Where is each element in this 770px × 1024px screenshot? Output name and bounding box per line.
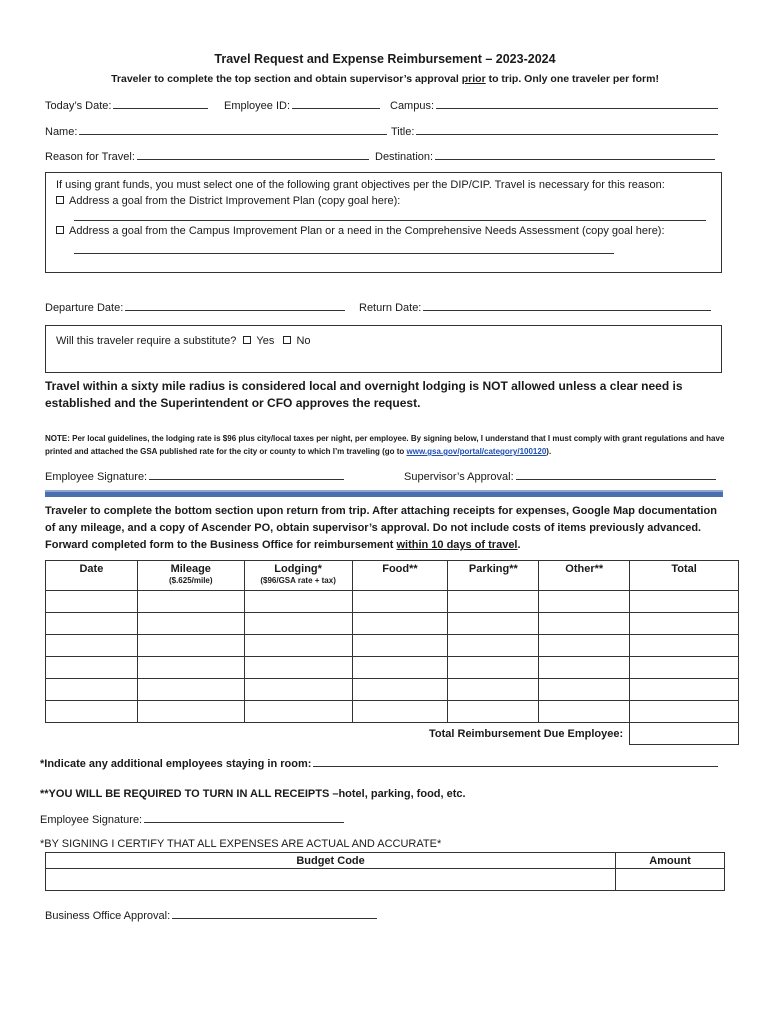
- campus-label: Campus:: [390, 100, 435, 112]
- expense-cell[interactable]: [244, 591, 352, 613]
- budget-header-row: [46, 853, 725, 869]
- certify-statement: *BY SIGNING I CERTIFY THAT ALL EXPENSES ARE ACTUAL AND ACCURATE*: [40, 838, 442, 850]
- business-office-approval-label: Business Office Approval:: [45, 910, 171, 922]
- substitute-question: Will this traveler require a substitute?: [56, 335, 237, 347]
- expense-cell[interactable]: [448, 591, 539, 613]
- expense-cell[interactable]: [539, 635, 630, 657]
- amount-header: Amount: [616, 853, 725, 869]
- expense-cell[interactable]: [46, 657, 138, 679]
- header-food: Food**: [352, 561, 448, 591]
- expense-cell[interactable]: [630, 679, 739, 701]
- expense-cell[interactable]: [630, 701, 739, 723]
- campus-goal-line[interactable]: [74, 253, 614, 254]
- expense-cell[interactable]: [244, 635, 352, 657]
- title-field[interactable]: [391, 125, 718, 138]
- expense-cell[interactable]: [539, 701, 630, 723]
- district-goal-line[interactable]: [74, 220, 706, 221]
- return-date-label: Return Date:: [359, 302, 422, 314]
- expense-cell[interactable]: [630, 635, 739, 657]
- expense-cell[interactable]: [630, 591, 739, 613]
- expense-cell[interactable]: [352, 679, 448, 701]
- expense-cell[interactable]: [352, 635, 448, 657]
- reason-label: Reason for Travel:: [45, 151, 135, 163]
- form-subtitle: Traveler to complete the top section and obtain supervisor’s approval prior to trip. Only one traveler per form!: [111, 73, 659, 85]
- lodging-note: NOTE: Per local guidelines, the lodging rate is $96 plus city/local taxes per night, per employee. By signing below, I understand that I must comply with grant regulations and have printed and attached the GSA published rate for the city or county to which I’m traveling (go to www.gsa.gov/portal/category/100120).: [45, 434, 725, 456]
- campus-field[interactable]: [390, 99, 718, 112]
- substitute-question-row: [56, 335, 311, 347]
- expense-cell[interactable]: [137, 591, 244, 613]
- form-title: Travel Request and Expense Reimbursement – 2023-2024: [214, 52, 556, 66]
- header-mileage: Mileage ($.625/mile): [137, 561, 244, 591]
- budget-code-header: Budget Code: [46, 853, 616, 869]
- expense-cell[interactable]: [46, 591, 138, 613]
- destination-field[interactable]: [375, 150, 715, 163]
- departure-date-field[interactable]: [45, 301, 345, 314]
- expense-cell[interactable]: [448, 679, 539, 701]
- expense-cell[interactable]: [244, 679, 352, 701]
- header-other: Other**: [539, 561, 630, 591]
- title-label: Title:: [391, 126, 415, 138]
- total-reimbursement-cell[interactable]: [630, 723, 739, 745]
- expense-cell[interactable]: [448, 701, 539, 723]
- employee-id-field[interactable]: [224, 99, 380, 112]
- expense-table: [45, 560, 739, 745]
- grant-intro: If using grant funds, you must select one of the following grant objectives per the DIP/CIP. Travel is necessary for this reason:: [56, 179, 665, 191]
- table-row: [46, 657, 739, 679]
- grant-objectives-box: [45, 172, 722, 273]
- substitute-no-checkbox[interactable]: [283, 336, 291, 344]
- departure-date-label: Departure Date:: [45, 302, 124, 314]
- expense-cell[interactable]: [46, 613, 138, 635]
- employee-id-label: Employee ID:: [224, 100, 291, 112]
- reason-field[interactable]: [45, 150, 369, 163]
- table-row: [46, 869, 725, 891]
- expense-header-row: [46, 561, 739, 591]
- destination-label: Destination:: [375, 151, 434, 163]
- amount-cell[interactable]: [616, 869, 725, 891]
- expense-cell[interactable]: [244, 657, 352, 679]
- name-field[interactable]: [45, 125, 387, 138]
- header-date: Date: [46, 561, 138, 591]
- additional-employees-field[interactable]: [40, 757, 718, 770]
- expense-cell[interactable]: [244, 613, 352, 635]
- expense-cell[interactable]: [137, 701, 244, 723]
- expense-cell[interactable]: [352, 591, 448, 613]
- expense-cell[interactable]: [244, 701, 352, 723]
- todays-date-label: Today’s Date:: [45, 100, 112, 112]
- return-date-field[interactable]: [359, 301, 711, 314]
- grant-option-campus[interactable]: Address a goal from the Campus Improvement Plan or a need in the Comprehensive Needs Assessment (copy goal here):: [56, 225, 665, 237]
- header-parking: Parking**: [448, 561, 539, 591]
- return-instructions: Traveler to complete the bottom section upon return from trip. After attaching receipts for expenses, Google Map documentation of any mileage, and a copy of Ascender PO, obtain supervisor’s approval. Do not include costs of items previously advanced. Forward completed form to the Business Office for reimbursement within 10 days of travel.: [45, 505, 717, 551]
- expense-cell[interactable]: [630, 657, 739, 679]
- table-row: [46, 701, 739, 723]
- table-row: [46, 679, 739, 701]
- expense-cell[interactable]: [137, 613, 244, 635]
- header-total: Total: [630, 561, 739, 591]
- expense-cell[interactable]: [46, 635, 138, 657]
- business-office-approval-field[interactable]: [45, 909, 377, 922]
- expense-cell[interactable]: [137, 635, 244, 657]
- expense-cell[interactable]: [352, 657, 448, 679]
- employee-signature-label: Employee Signature:: [45, 471, 148, 483]
- substitute-box: [45, 325, 722, 373]
- expense-cell[interactable]: [539, 613, 630, 635]
- expense-cell[interactable]: [448, 635, 539, 657]
- total-row: [46, 723, 739, 745]
- expense-cell[interactable]: [448, 613, 539, 635]
- table-row: [46, 635, 739, 657]
- additional-employees-label: *Indicate any additional employees staying in room:: [40, 758, 312, 770]
- gsa-link[interactable]: www.gsa.gov/portal/category/100120: [406, 447, 547, 456]
- expense-cell[interactable]: [352, 613, 448, 635]
- receipts-notice: **YOU WILL BE REQUIRED TO TURN IN ALL RECEIPTS –hotel, parking, food, etc.: [40, 788, 466, 800]
- expense-cell[interactable]: [448, 657, 539, 679]
- name-label: Name:: [45, 126, 78, 138]
- supervisor-approval-field[interactable]: [404, 470, 716, 483]
- expense-cell[interactable]: [539, 657, 630, 679]
- expense-cell[interactable]: [137, 679, 244, 701]
- expense-cell[interactable]: [46, 679, 138, 701]
- district-plan-checkbox[interactable]: [56, 196, 64, 204]
- expense-cell[interactable]: [630, 613, 739, 635]
- section-separator: [45, 490, 723, 497]
- grant-option-district[interactable]: Address a goal from the District Improvement Plan (copy goal here):: [56, 195, 400, 207]
- employee-signature-bottom-label: Employee Signature:: [40, 814, 143, 826]
- substitute-no-label: No: [296, 335, 311, 347]
- employee-signature-top[interactable]: [45, 470, 344, 483]
- budget-code-cell[interactable]: [46, 869, 616, 891]
- employee-signature-bottom[interactable]: [40, 813, 344, 826]
- campus-plan-checkbox[interactable]: [56, 226, 64, 234]
- todays-date-field[interactable]: [45, 99, 208, 112]
- expense-cell[interactable]: [46, 701, 138, 723]
- expense-cell[interactable]: [137, 657, 244, 679]
- expense-cell[interactable]: [352, 701, 448, 723]
- expense-cell[interactable]: [539, 591, 630, 613]
- substitute-yes-label: Yes: [256, 335, 275, 347]
- local-travel-notice: Travel within a sixty mile radius is considered local and overnight lodging is NOT allowed unless a clear need is established and the Superintendent or CFO approves the request.: [45, 379, 683, 410]
- table-row: [46, 613, 739, 635]
- supervisor-approval-label: Supervisor’s Approval:: [404, 471, 514, 483]
- table-row: [46, 591, 739, 613]
- total-reimbursement-label: Total Reimbursement Due Employee:: [46, 723, 630, 745]
- expense-cell[interactable]: [539, 679, 630, 701]
- budget-table: [45, 852, 725, 891]
- header-lodging: Lodging* ($96/GSA rate + tax): [244, 561, 352, 591]
- substitute-yes-checkbox[interactable]: [243, 336, 251, 344]
